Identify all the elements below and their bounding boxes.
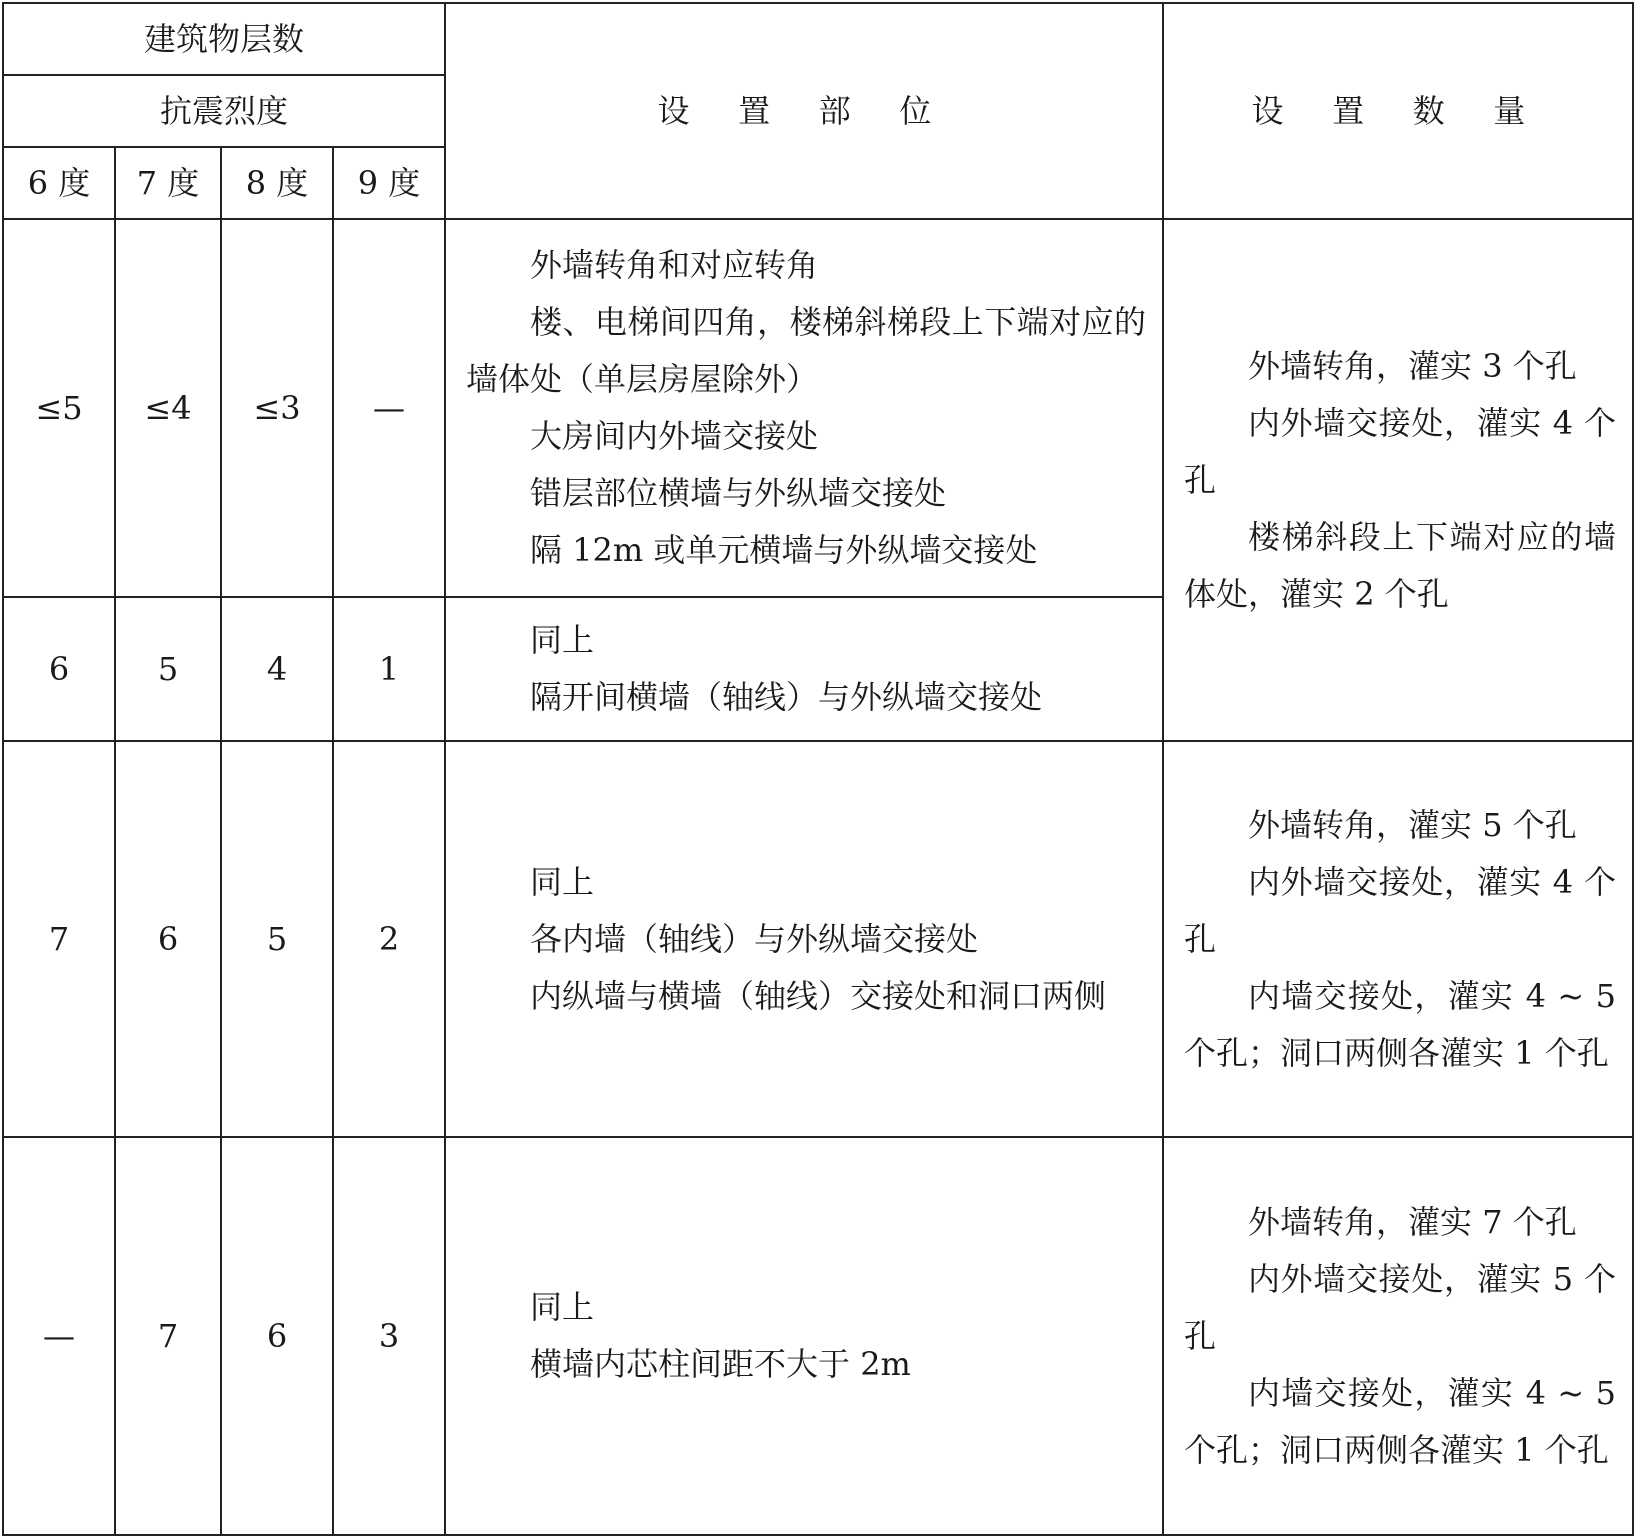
quantity-line: 外墙转角，灌实 3 个孔 [1248, 346, 1577, 385]
quantity-line: 楼梯斜段上下端对应的墙体处，灌实 2 个孔 [1184, 517, 1617, 613]
quantity-line: 内外墙交接处，灌实 4 个孔 [1184, 862, 1617, 958]
location-line: 隔 12m 或单元横墙与外纵墙交接处 [530, 531, 1038, 569]
quantity-line: 外墙转角，灌实 7 个孔 [1248, 1202, 1577, 1241]
degree-9-header: 9 度 [333, 147, 445, 219]
quantity-line: 内墙交接处，灌实 4 ~ 5 个孔；洞口两侧各灌实 1 个孔 [1184, 1373, 1617, 1469]
degree-6-header: 6 度 [3, 147, 115, 219]
quantity-cell [1163, 1137, 1633, 1535]
floors-cell: 3 [333, 1137, 445, 1535]
location-header: 设 置 部 位 [445, 3, 1163, 219]
location-line: 同上 [530, 1288, 595, 1326]
quantity-header: 设 置 数 量 [1163, 3, 1633, 219]
quantity-line: 内墙交接处，灌实 4 ~ 5 个孔；洞口两侧各灌实 1 个孔 [1184, 976, 1617, 1072]
floors-cell: 4 [221, 597, 333, 741]
intensity-header: 抗震烈度 [3, 75, 445, 147]
table-row [3, 219, 1633, 597]
floors-cell: — [3, 1137, 115, 1535]
floors-cell: 6 [221, 1137, 333, 1535]
floors-cell: 7 [3, 741, 115, 1137]
table-row [3, 741, 1633, 1137]
location-line: 同上 [530, 862, 595, 901]
location-line: 错层部位横墙与外纵墙交接处 [530, 474, 947, 512]
floors-header: 建筑物层数 [3, 3, 445, 75]
floors-cell: 1 [333, 597, 445, 741]
floors-cell: ≤5 [3, 219, 115, 597]
quantity-cell [1163, 741, 1633, 1137]
floors-cell: 2 [333, 741, 445, 1137]
core-column-table [2, 2, 1634, 1536]
table-row [3, 1137, 1633, 1535]
quantity-cell [1163, 219, 1633, 741]
floors-cell: 5 [115, 597, 221, 741]
location-cell [445, 597, 1163, 741]
floors-cell: ≤3 [221, 219, 333, 597]
floors-cell: — [333, 219, 445, 597]
location-line: 外墙转角和对应转角 [530, 246, 819, 284]
floors-cell: 7 [115, 1137, 221, 1535]
quantity-line: 内外墙交接处，灌实 5 个孔 [1184, 1259, 1617, 1355]
location-cell [445, 219, 1163, 597]
location-line: 楼、电梯间四角，楼梯斜梯段上下端对应的墙体处（单层房屋除外） [466, 303, 1147, 398]
floors-cell: 6 [3, 597, 115, 741]
location-line: 横墙内芯柱间距不大于 2m [530, 1345, 911, 1383]
floors-cell: ≤4 [115, 219, 221, 597]
location-cell [445, 1137, 1163, 1535]
floors-cell: 5 [221, 741, 333, 1137]
location-line: 隔开间横墙（轴线）与外纵墙交接处 [530, 678, 1043, 716]
location-line: 各内墙（轴线）与外纵墙交接处 [530, 919, 979, 958]
location-line: 同上 [530, 621, 595, 659]
floors-cell: 6 [115, 741, 221, 1137]
location-cell [445, 741, 1163, 1137]
header-row-floors [3, 3, 1633, 75]
quantity-line: 外墙转角，灌实 5 个孔 [1248, 805, 1577, 844]
location-line: 内纵墙与横墙（轴线）交接处和洞口两侧 [530, 976, 1107, 1015]
quantity-line: 内外墙交接处，灌实 4 个孔 [1184, 403, 1617, 499]
degree-7-header: 7 度 [115, 147, 221, 219]
location-line: 大房间内外墙交接处 [530, 417, 819, 455]
degree-8-header: 8 度 [221, 147, 333, 219]
